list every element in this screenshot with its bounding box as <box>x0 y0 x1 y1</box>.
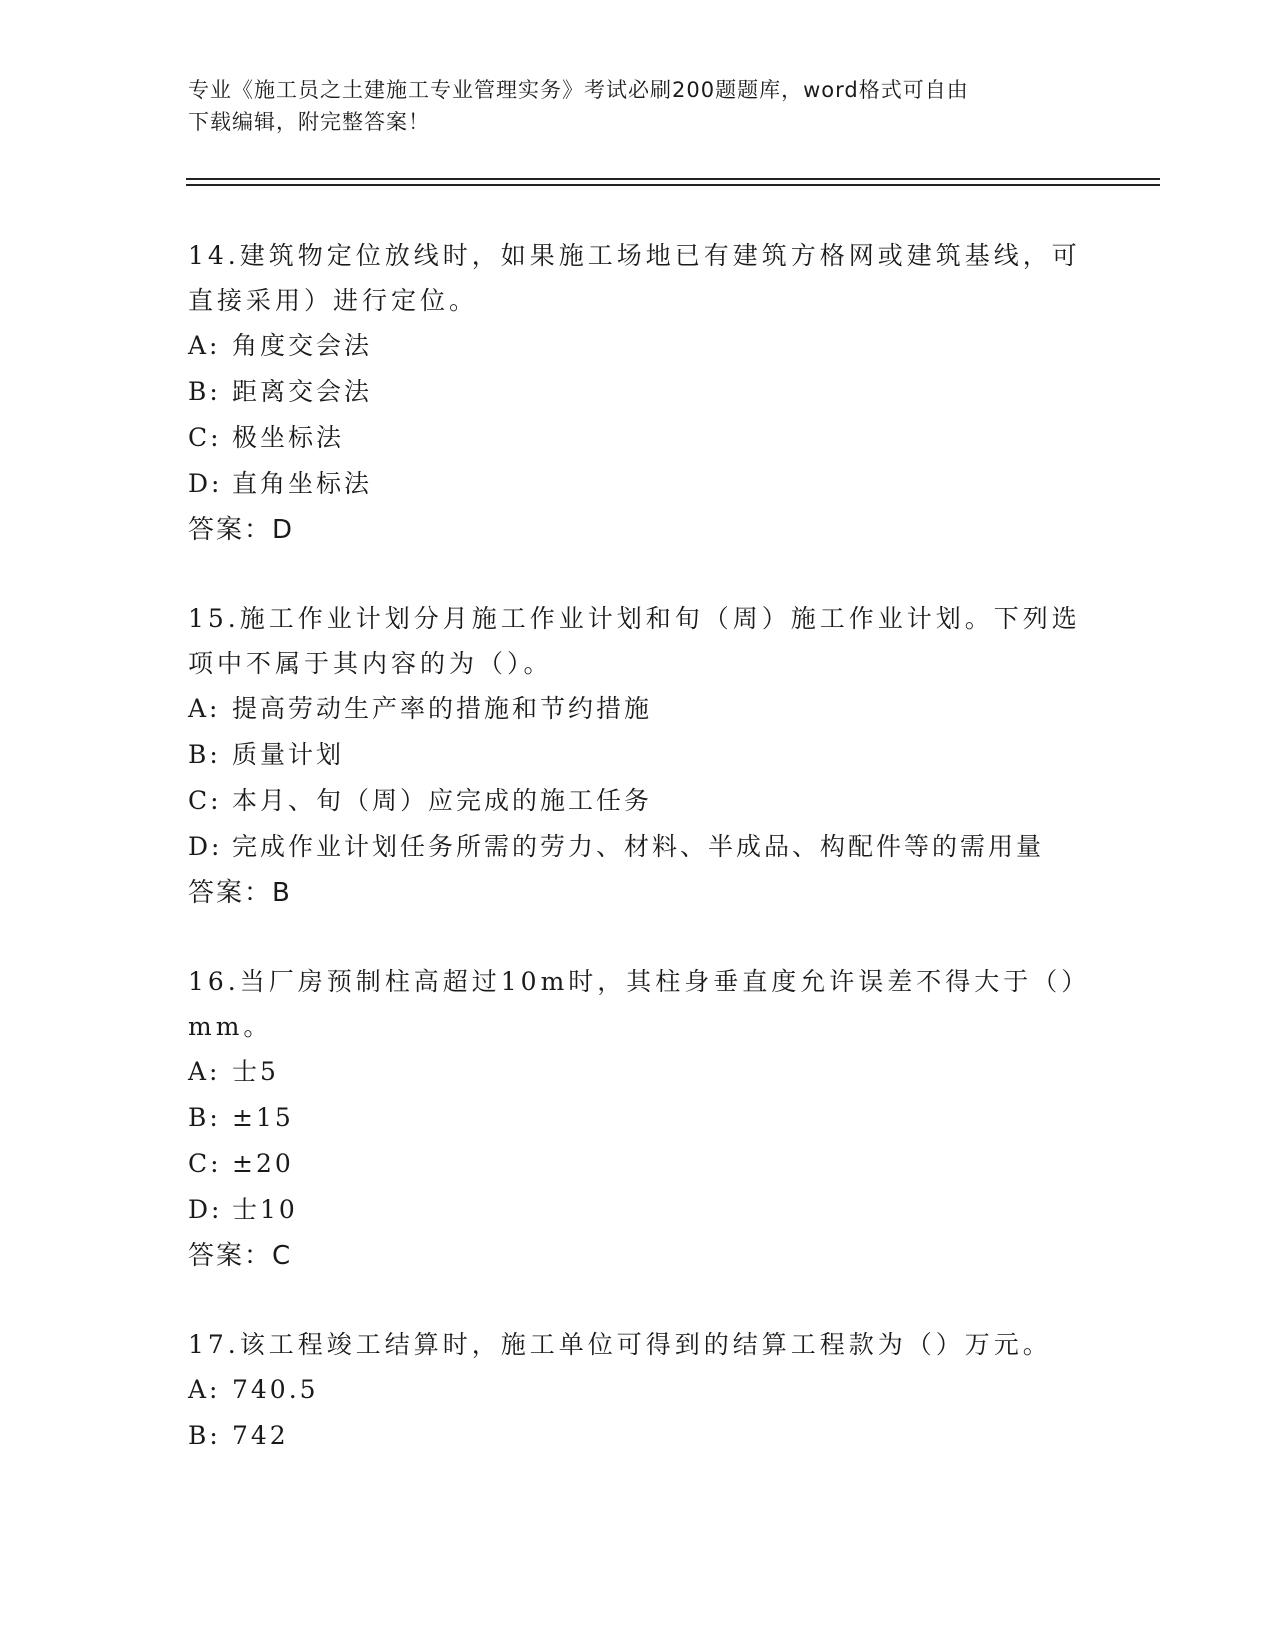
question-16 <box>188 959 1088 1279</box>
option-text: 提高劳动生产率的措施和节约措施 <box>232 694 653 723</box>
question-15 <box>188 596 1088 916</box>
option-letter: C: <box>188 1149 222 1178</box>
option-text: 角度交会法 <box>232 331 373 360</box>
option-text: 本月、旬（周）应完成的施工任务 <box>232 786 653 815</box>
option-a <box>188 1049 1088 1095</box>
option-letter: C: <box>188 786 222 815</box>
question-list <box>188 233 1088 1502</box>
option-text: 740.5 <box>232 1375 319 1404</box>
question-stem: 17.该工程竣工结算时，施工单位可得到的结算工程款为（）万元。 <box>188 1330 1052 1359</box>
option-text: 极坐标法 <box>232 423 345 452</box>
option-text: 742 <box>232 1421 289 1450</box>
question-17 <box>188 1322 1088 1459</box>
option-letter: B: <box>188 1421 221 1450</box>
header-title-line-2: 下载编辑，附完整答案！ <box>188 110 430 134</box>
option-letter: A: <box>188 331 221 360</box>
option-letter: D: <box>188 832 223 861</box>
option-d <box>188 461 1088 507</box>
option-text: 质量计划 <box>232 740 345 769</box>
option-text: 士5 <box>232 1057 279 1086</box>
option-letter: A: <box>188 694 221 723</box>
option-letter: B: <box>188 1103 221 1132</box>
option-letter: A: <box>188 1375 221 1404</box>
question-14 <box>188 233 1088 553</box>
document-header <box>188 74 1088 138</box>
question-stem: 16.当厂房预制柱高超过10m时，其柱身垂直度允许误差不得大于（）mm。 <box>188 967 1078 1041</box>
answer-line: 答案：C <box>188 1241 293 1271</box>
answer-line: 答案：D <box>188 515 295 545</box>
option-b <box>188 1095 1088 1141</box>
question-stem: 15.施工作业计划分月施工作业计划和旬（周）施工作业计划。下列选项中不属于其内容的为（）。 <box>188 604 1081 678</box>
option-c <box>188 1141 1088 1187</box>
option-text: ±20 <box>232 1149 294 1178</box>
option-c <box>188 778 1088 824</box>
option-letter: D: <box>188 1195 223 1224</box>
option-b <box>188 369 1088 415</box>
option-a <box>188 1367 1088 1413</box>
option-text: 距离交会法 <box>232 377 373 406</box>
option-letter: A: <box>188 1057 221 1086</box>
header-divider-bottom <box>186 184 1160 186</box>
option-a <box>188 323 1088 369</box>
option-text: 士10 <box>232 1195 298 1224</box>
header-divider-top <box>186 178 1160 180</box>
option-d <box>188 1187 1088 1233</box>
option-d <box>188 824 1088 870</box>
option-a <box>188 686 1088 732</box>
option-b <box>188 1413 1088 1459</box>
option-letter: D: <box>188 469 223 498</box>
option-letter: B: <box>188 377 221 406</box>
answer-line: 答案：B <box>188 878 292 908</box>
option-letter: C: <box>188 423 222 452</box>
option-text: 完成作业计划任务所需的劳力、材料、半成品、构配件等的需用量 <box>232 832 1045 861</box>
option-c <box>188 415 1088 461</box>
header-title-line-1: 专业《施工员之土建施工专业管理实务》考试必刷200题题库，word格式可自由 <box>188 78 969 102</box>
option-b <box>188 732 1088 778</box>
option-letter: B: <box>188 740 221 769</box>
option-text: ±15 <box>232 1103 294 1132</box>
option-text: 直角坐标法 <box>232 469 373 498</box>
question-stem: 14.建筑物定位放线时，如果施工场地已有建筑方格网或建筑基线，可直接采用）进行定位。 <box>188 241 1081 315</box>
